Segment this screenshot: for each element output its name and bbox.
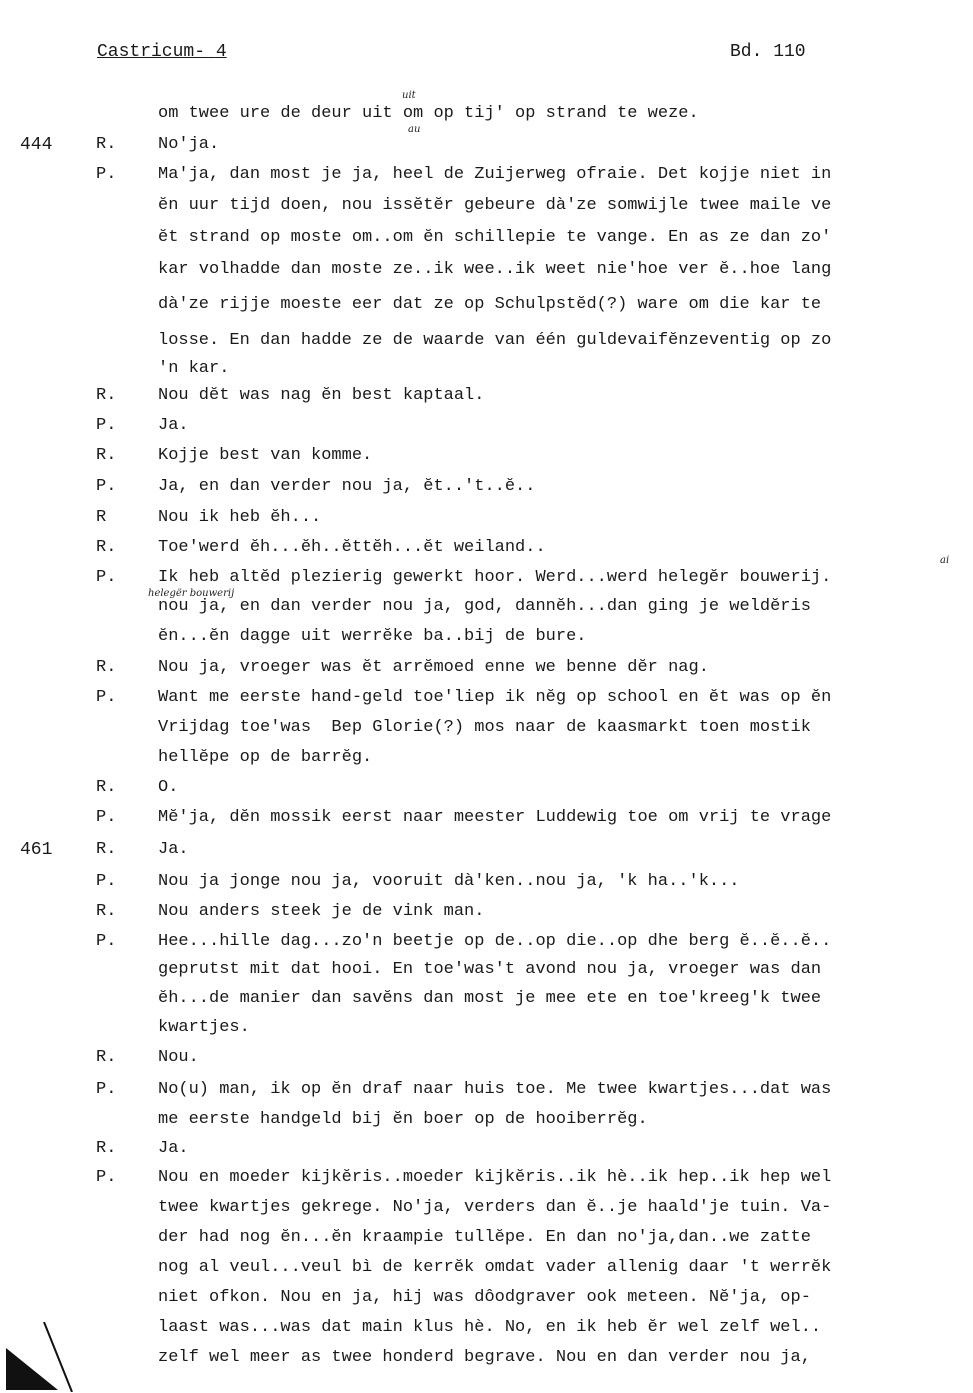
speaker-label: R. <box>96 135 117 154</box>
speaker-label: P. <box>96 808 117 827</box>
transcript-line: 'n kar. <box>158 359 230 378</box>
transcript-line: Ik heb altĕd plezierig gewerkt hoor. Werd...werd helegĕr bouwerij. <box>158 568 832 587</box>
header-location: Castricum- <box>97 42 206 62</box>
transcript-line: ĕn...ĕn dagge uit werrĕke ba..bij de bure. <box>158 627 587 646</box>
transcript-line: zelf wel meer as twee honderd begrave. Nou en dan verder nou ja, <box>158 1348 811 1367</box>
transcript-line: dà'ze rijje moeste eer dat ze op Schulpstĕd(?) ware om die kar te <box>158 295 822 314</box>
transcript-line: der had nog ĕn...ĕn kraampie tullĕpe. En dan no'ja,dan..we zatte <box>158 1228 811 1247</box>
speaker-label: P. <box>96 416 117 435</box>
transcript-line: Kojje best van komme. <box>158 446 373 465</box>
transcript-line: me eerste handgeld bij ĕn boer op de hooiberrĕg. <box>158 1110 648 1129</box>
speaker-label: R. <box>96 778 117 797</box>
transcript-line: laast was...was dat main klus hè. No, en ik heb ĕr wel zelf wel.. <box>158 1318 822 1337</box>
speaker-label: P. <box>96 165 117 184</box>
speaker-label: R. <box>96 840 117 859</box>
speaker-label: R. <box>96 1048 117 1067</box>
transcript-line: O. <box>158 778 179 797</box>
transcript-line: No(u) man, ik op ĕn draf naar huis toe. Me twee kwartjes...dat was <box>158 1080 832 1099</box>
transcript-line: Toe'werd ĕh...ĕh..ĕttĕh...ĕt weiland.. <box>158 538 546 557</box>
transcript-line: hellĕpe op de barrĕg. <box>158 748 373 767</box>
transcript-line: ĕn uur tijd doen, nou issĕtĕr gebeure dà'ze somwijle twee maile ve <box>158 196 832 215</box>
transcript-line: Nou anders steek je de vink man. <box>158 902 485 921</box>
transcript-line: Nou en moeder kijkĕris..moeder kijkĕris..ik hè..ik hep..ik hep wel <box>158 1168 832 1187</box>
speaker-label: R. <box>96 902 117 921</box>
speaker-label: P. <box>96 688 117 707</box>
transcript-line: kwartjes. <box>158 1018 250 1037</box>
page-header-right: Bd. 110 <box>730 42 806 62</box>
handwritten-note-au: au <box>408 124 421 135</box>
margin-mark-444: 444 <box>20 135 53 155</box>
transcript-line: Ja. <box>158 416 189 435</box>
speaker-label: R. <box>96 1139 117 1158</box>
transcript-line: Ja. <box>158 1139 189 1158</box>
speaker-label: P. <box>96 932 117 951</box>
speaker-label: P. <box>96 477 117 496</box>
speaker-label: R. <box>96 446 117 465</box>
handwritten-note-bouwerij: helegër bouwerij <box>148 588 235 599</box>
transcript-line: nou ja, en dan verder nou ja, god, dannĕh...dan ging je weldĕris <box>158 597 811 616</box>
transcript-line: Ja, en dan verder nou ja, ĕt..'t..ĕ.. <box>158 477 536 496</box>
transcript-line: Ma'ja, dan most je ja, heel de Zuijerweg ofraie. Det kojje niet in <box>158 165 832 184</box>
transcript-line: ĕt strand op moste om..om ĕn schillepie te vange. En as ze dan zo' <box>158 228 832 247</box>
transcript-line: Ja. <box>158 840 189 859</box>
arrow-corner-mark <box>6 1322 76 1392</box>
speaker-label: P. <box>96 568 117 587</box>
transcript-line: Want me eerste hand-geld toe'liep ik nĕg op school en ĕt was op ĕn <box>158 688 832 707</box>
transcript-line: om twee ure de deur uit om op tij' op strand te weze. <box>158 104 699 123</box>
transcript-line: niet ofkon. Nou en ja, hij was dôodgraver ook meteen. Nĕ'ja, op- <box>158 1288 811 1307</box>
speaker-label: P. <box>96 872 117 891</box>
transcript-line: Nou ja, vroeger was ĕt arrĕmoed enne we benne dĕr nag. <box>158 658 709 677</box>
handwritten-note-uit: uit <box>402 90 416 101</box>
speaker-label: R. <box>96 538 117 557</box>
transcript-line: geprutst mit dat hooi. En toe'was't avond nou ja, vroeger was dan <box>158 960 822 979</box>
speaker-label: R <box>96 508 107 527</box>
margin-mark-461: 461 <box>20 840 53 860</box>
transcript-line: Hee...hille dag...zo'n beetje op de..op die..op dhe berg ĕ..ĕ..ĕ.. <box>158 932 832 951</box>
speaker-label: R. <box>96 658 117 677</box>
header-page-number: 4 <box>215 42 227 62</box>
transcript-line: Vrijdag toe'was Bep Glorie(?) mos naar de kaasmarkt toen mostik <box>158 718 811 737</box>
transcript-line: losse. En dan hadde ze de waarde van één guldevaifĕnzeventig op zo <box>158 331 832 350</box>
transcript-line: No'ja. <box>158 135 220 154</box>
transcript-line: kar volhadde dan moste ze..ik wee..ik weet nie'hoe ver ĕ..hoe lang <box>158 260 832 279</box>
handwritten-note-ai: ai <box>940 555 950 566</box>
transcript-line: Nou ja jonge nou ja, vooruit dà'ken..nou ja, 'k ha..'k... <box>158 872 740 891</box>
transcript-line: ĕh...de manier dan savĕns dan most je mee ete en toe'kreeg'k twee <box>158 989 822 1008</box>
transcript-line: Nou. <box>158 1048 199 1067</box>
speaker-label: P. <box>96 1168 117 1187</box>
transcript-line: Nou ik heb ĕh... <box>158 508 322 527</box>
transcript-line: nog al veul...veul bì de kerrĕk omdat vader allenig daar 't werrĕk <box>158 1258 832 1277</box>
transcript-line: twee kwartjes gekrege. No'ja, verders dan ĕ..je haald'je tuin. Va- <box>158 1198 832 1217</box>
page-header-left <box>97 42 227 62</box>
transcript-line: Mĕ'ja, dĕn mossik eerst naar meester Luddewig toe om vrij te vrage <box>158 808 832 827</box>
transcript-line: Nou dĕt was nag ĕn best kaptaal. <box>158 386 485 405</box>
speaker-label: P. <box>96 1080 117 1099</box>
speaker-label: R. <box>96 386 117 405</box>
